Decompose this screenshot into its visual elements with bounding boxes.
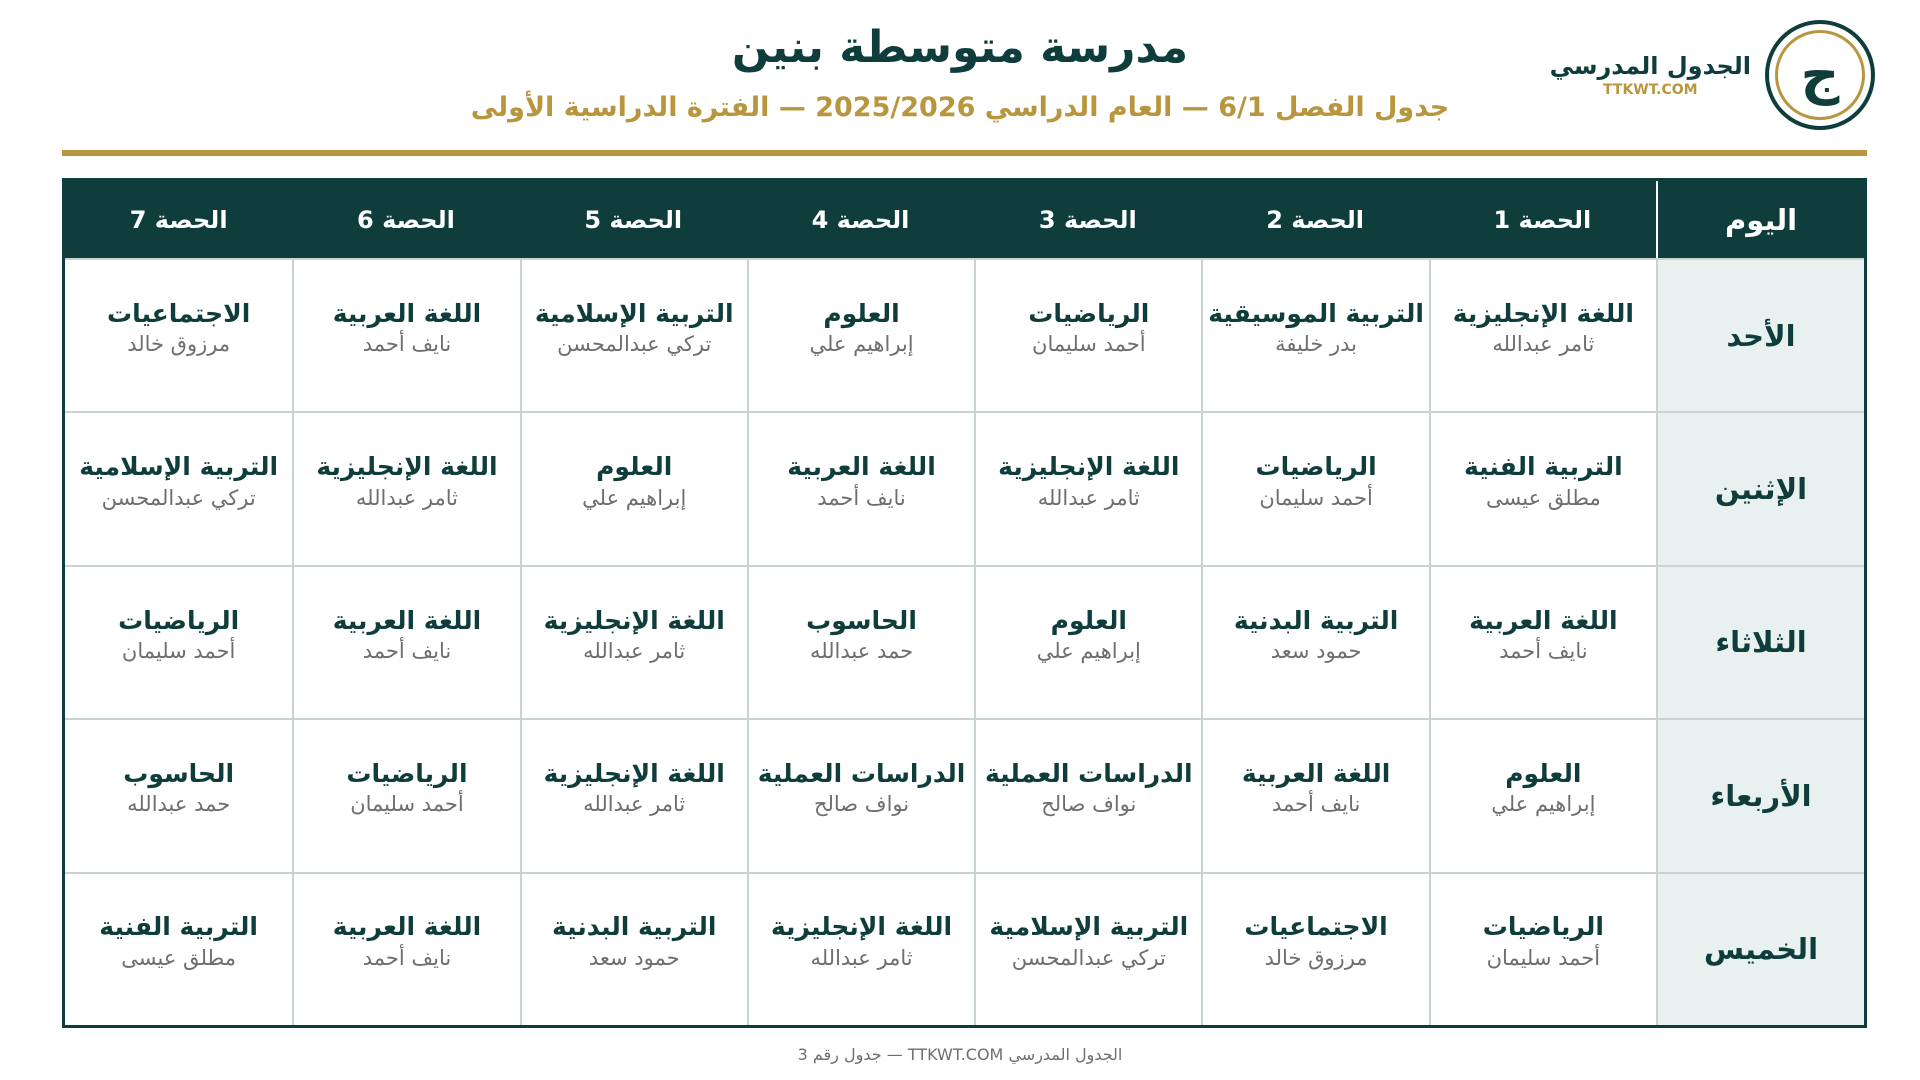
teacher: إبراهيم علي xyxy=(1036,639,1141,664)
teacher: أحمد سليمان xyxy=(1032,332,1146,357)
lesson-cell[interactable] xyxy=(1201,411,1428,564)
lesson-cell[interactable] xyxy=(747,718,974,871)
period-header: الحصة 5 xyxy=(520,181,747,258)
lesson-cell[interactable] xyxy=(747,258,974,411)
day-column-header: اليوم xyxy=(1656,181,1864,258)
teacher: نايف أحمد xyxy=(817,485,906,510)
teacher: بدر خليفة xyxy=(1275,332,1357,357)
header-divider xyxy=(62,150,1867,156)
subject: التربية البدنية xyxy=(551,912,717,942)
teacher: نواف صالح xyxy=(1041,792,1137,817)
day-label: الإثنين xyxy=(1656,411,1864,564)
lesson-cell[interactable] xyxy=(1201,258,1428,411)
lesson-cell[interactable] xyxy=(974,411,1201,564)
lesson-cell[interactable] xyxy=(1429,258,1656,411)
lesson-cell[interactable] xyxy=(65,565,292,718)
teacher: تركي عبدالمحسن xyxy=(1011,945,1166,970)
lesson-cell[interactable] xyxy=(292,718,519,871)
lesson-cell[interactable] xyxy=(65,718,292,871)
subject: التربية البدنية xyxy=(1233,605,1399,635)
subject: التربية الموسيقية xyxy=(1208,298,1424,328)
teacher: أحمد سليمان xyxy=(350,792,464,817)
period-header: الحصة 1 xyxy=(1429,181,1656,258)
teacher: مرزوق خالد xyxy=(1264,945,1368,970)
lesson-cell[interactable] xyxy=(520,718,747,871)
teacher: حمد عبدالله xyxy=(127,792,231,817)
subject: الرياضيات xyxy=(346,758,468,788)
lesson-cell[interactable] xyxy=(520,872,747,1025)
teacher: حمود سعد xyxy=(588,945,680,970)
subject: التربية الإسلامية xyxy=(989,912,1189,942)
lesson-cell[interactable] xyxy=(65,411,292,564)
teacher: نايف أحمد xyxy=(1499,639,1588,664)
teacher: نايف أحمد xyxy=(362,332,452,357)
lesson-cell[interactable] xyxy=(1429,565,1656,718)
subject: اللغة العربية xyxy=(1469,605,1618,635)
lesson-cell[interactable] xyxy=(974,258,1201,411)
lesson-cell[interactable] xyxy=(520,565,747,718)
lesson-cell[interactable] xyxy=(292,258,519,411)
teacher: ثامر عبدالله xyxy=(810,945,913,970)
subject: الحاسوب xyxy=(806,605,917,635)
subject: التربية الإسلامية xyxy=(534,298,734,328)
lesson-cell[interactable] xyxy=(974,718,1201,871)
subject: اللغة الإنجليزية xyxy=(316,452,498,482)
subject: اللغة الإنجليزية xyxy=(543,605,725,635)
timetable xyxy=(62,178,1867,1028)
lesson-cell[interactable] xyxy=(1201,872,1428,1025)
subject: اللغة العربية xyxy=(787,452,936,482)
subject: الرياضيات xyxy=(118,605,240,635)
subject: العلوم xyxy=(1050,605,1127,635)
subject: اللغة العربية xyxy=(332,298,482,328)
subject: الدراسات العملية xyxy=(757,758,966,788)
subject: الرياضيات xyxy=(1482,912,1604,942)
teacher: حمد عبدالله xyxy=(809,639,914,664)
subject: اللغة الإنجليزية xyxy=(998,452,1180,482)
lesson-cell[interactable] xyxy=(974,565,1201,718)
lesson-cell[interactable] xyxy=(65,258,292,411)
teacher: ثامر عبدالله xyxy=(583,792,686,817)
teacher: ثامر عبدالله xyxy=(355,485,458,510)
day-label: الأربعاء xyxy=(1656,718,1864,871)
lesson-cell[interactable] xyxy=(65,872,292,1025)
teacher: ثامر عبدالله xyxy=(583,639,686,664)
period-header: الحصة 4 xyxy=(747,181,974,258)
subject: اللغة العربية xyxy=(332,912,482,942)
teacher: نايف أحمد xyxy=(1271,792,1361,817)
subject: اللغة الإنجليزية xyxy=(543,758,725,788)
teacher: ثامر عبدالله xyxy=(1492,332,1595,357)
subject: التربية الفنية xyxy=(1464,452,1623,482)
lesson-cell[interactable] xyxy=(1201,718,1428,871)
teacher: نواف صالح xyxy=(813,792,910,817)
teacher: إبراهيم علي xyxy=(809,332,914,357)
period-header: الحصة 7 xyxy=(65,181,292,258)
subject: الرياضيات xyxy=(1255,452,1377,482)
lesson-cell[interactable] xyxy=(520,258,747,411)
lesson-cell[interactable] xyxy=(747,565,974,718)
lesson-cell[interactable] xyxy=(1429,411,1656,564)
teacher: نايف أحمد xyxy=(362,945,452,970)
subject: الدراسات العملية xyxy=(985,758,1193,788)
teacher: أحمد سليمان xyxy=(1259,485,1373,510)
subject: اللغة الإنجليزية xyxy=(770,912,953,942)
lesson-cell[interactable] xyxy=(292,565,519,718)
day-label: الثلاثاء xyxy=(1656,565,1864,718)
brand-url: TTKWT.COM xyxy=(1603,82,1698,98)
teacher: أحمد سليمان xyxy=(121,639,236,664)
subject: الحاسوب xyxy=(123,758,235,788)
teacher: إبراهيم علي xyxy=(582,485,687,510)
lesson-cell[interactable] xyxy=(747,872,974,1025)
subject: العلوم xyxy=(823,298,900,328)
timetable-grid xyxy=(65,181,1864,1025)
teacher: مطلق عيسى xyxy=(121,945,237,970)
subject: العلوم xyxy=(1505,758,1582,788)
lesson-cell[interactable] xyxy=(974,872,1201,1025)
day-label: الأحد xyxy=(1656,258,1864,411)
subject: الاجتماعيات xyxy=(1244,912,1388,942)
lesson-cell[interactable] xyxy=(292,872,519,1025)
teacher: مرزوق خالد xyxy=(127,332,231,357)
logo-letter-icon: ج xyxy=(1800,43,1840,106)
teacher: مطلق عيسى xyxy=(1486,485,1601,510)
subject: اللغة الإنجليزية xyxy=(1452,298,1634,328)
lesson-cell[interactable] xyxy=(292,411,519,564)
period-header: الحصة 3 xyxy=(974,181,1201,258)
teacher: تركي عبدالمحسن xyxy=(557,332,712,357)
page-title: مدرسة متوسطة بنين xyxy=(731,22,1189,73)
lesson-cell[interactable] xyxy=(747,411,974,564)
teacher: نايف أحمد xyxy=(362,639,452,664)
lesson-cell[interactable] xyxy=(1429,872,1656,1025)
subject: اللغة العربية xyxy=(332,605,482,635)
subject: الرياضيات xyxy=(1028,298,1150,328)
page-footer: الجدول المدرسي TTKWT.COM — جدول رقم 3 xyxy=(797,1045,1123,1064)
period-header: الحصة 6 xyxy=(292,181,519,258)
teacher: أحمد سليمان xyxy=(1486,945,1601,970)
lesson-cell[interactable] xyxy=(1201,565,1428,718)
subject: التربية الإسلامية xyxy=(79,452,279,482)
period-header: الحصة 2 xyxy=(1201,181,1428,258)
lesson-cell[interactable] xyxy=(520,411,747,564)
page-subtitle: جدول الفصل 6/1 — العام الدراسي 2025/2026 — الفترة الدراسية الأولى xyxy=(470,92,1450,123)
lesson-cell[interactable] xyxy=(1429,718,1656,871)
teacher: تركي عبدالمحسن xyxy=(101,485,256,510)
subject: اللغة العربية xyxy=(1241,758,1391,788)
subject: التربية الفنية xyxy=(99,912,258,942)
header xyxy=(0,0,1920,150)
day-label: الخميس xyxy=(1656,872,1864,1025)
subject: الاجتماعيات xyxy=(106,298,251,328)
teacher: ثامر عبدالله xyxy=(1037,485,1140,510)
brand-name: الجدول المدرسي xyxy=(1549,52,1751,80)
subject: العلوم xyxy=(596,452,673,482)
teacher: حمود سعد xyxy=(1270,639,1362,664)
teacher: إبراهيم علي xyxy=(1491,792,1596,817)
